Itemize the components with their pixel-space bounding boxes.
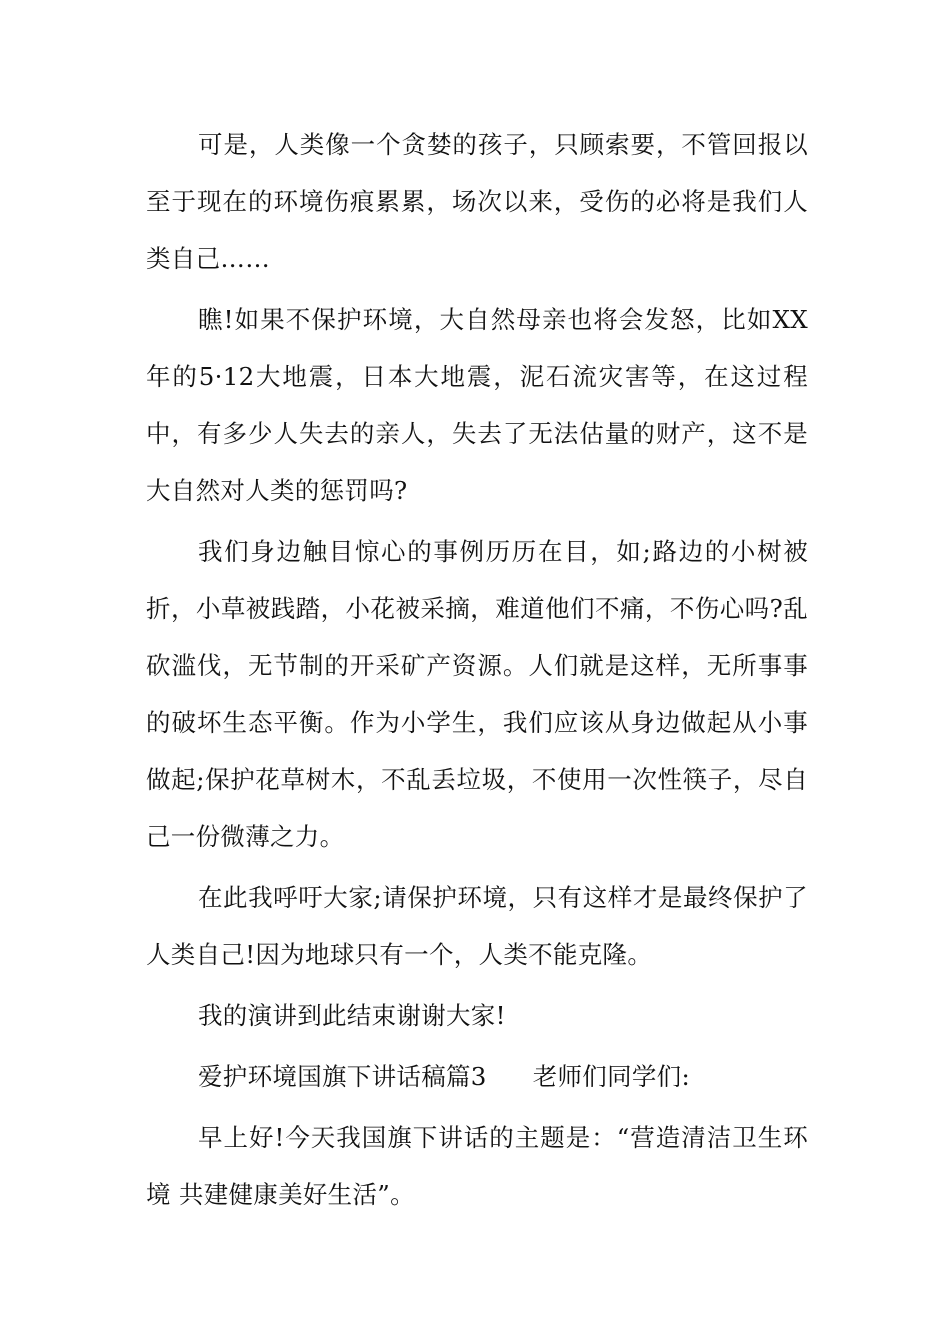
document-body <box>146 116 808 1227</box>
salutation: 老师们同学们: <box>532 1062 691 1091</box>
paragraph-5: 我的演讲到此结束谢谢大家! <box>198 1001 506 1030</box>
closing-paragraph: 早上好!今天我国旗下讲话的主题是：“营造清洁卫生环境 共建健康美好生活”。 <box>146 1123 808 1209</box>
paragraph-1: 可是，人类像一个贪婪的孩子，只顾索要，不管回报以至于现在的环境伤痕累累，场次以来，受伤的必将是我们人类自己…… <box>146 130 808 273</box>
section-heading-line <box>146 1048 808 1105</box>
section-title: 爱护环境国旗下讲话稿篇3 <box>198 1062 487 1091</box>
paragraph-2: 瞧!如果不保护环境，大自然母亲也将会发怒，比如XX年的5·12大地震，日本大地震，泥石流灾害等，在这过程中，有多少人失去的亲人，失去了无法估量的财产，这不是大自然对人类的惩罚吗? <box>146 305 808 505</box>
paragraph-4: 在此我呼吁大家;请保护环境，只有这样才是最终保护了人类自己!因为地球只有一个，人类不能克隆。 <box>146 883 808 969</box>
paragraph-3: 我们身边触目惊心的事例历历在目，如;路边的小树被折，小草被践踏，小花被采摘，难道他们不痛，不伤心吗?乱砍滥伐，无节制的开采矿产资源。人们就是这样，无所事事的破坏生态平衡。作为小学生，我们应该从身边做起从小事做起;保护花草树木，不乱丢垃圾，不使用一次性筷子，尽自己一份微薄之力。 <box>146 537 808 851</box>
